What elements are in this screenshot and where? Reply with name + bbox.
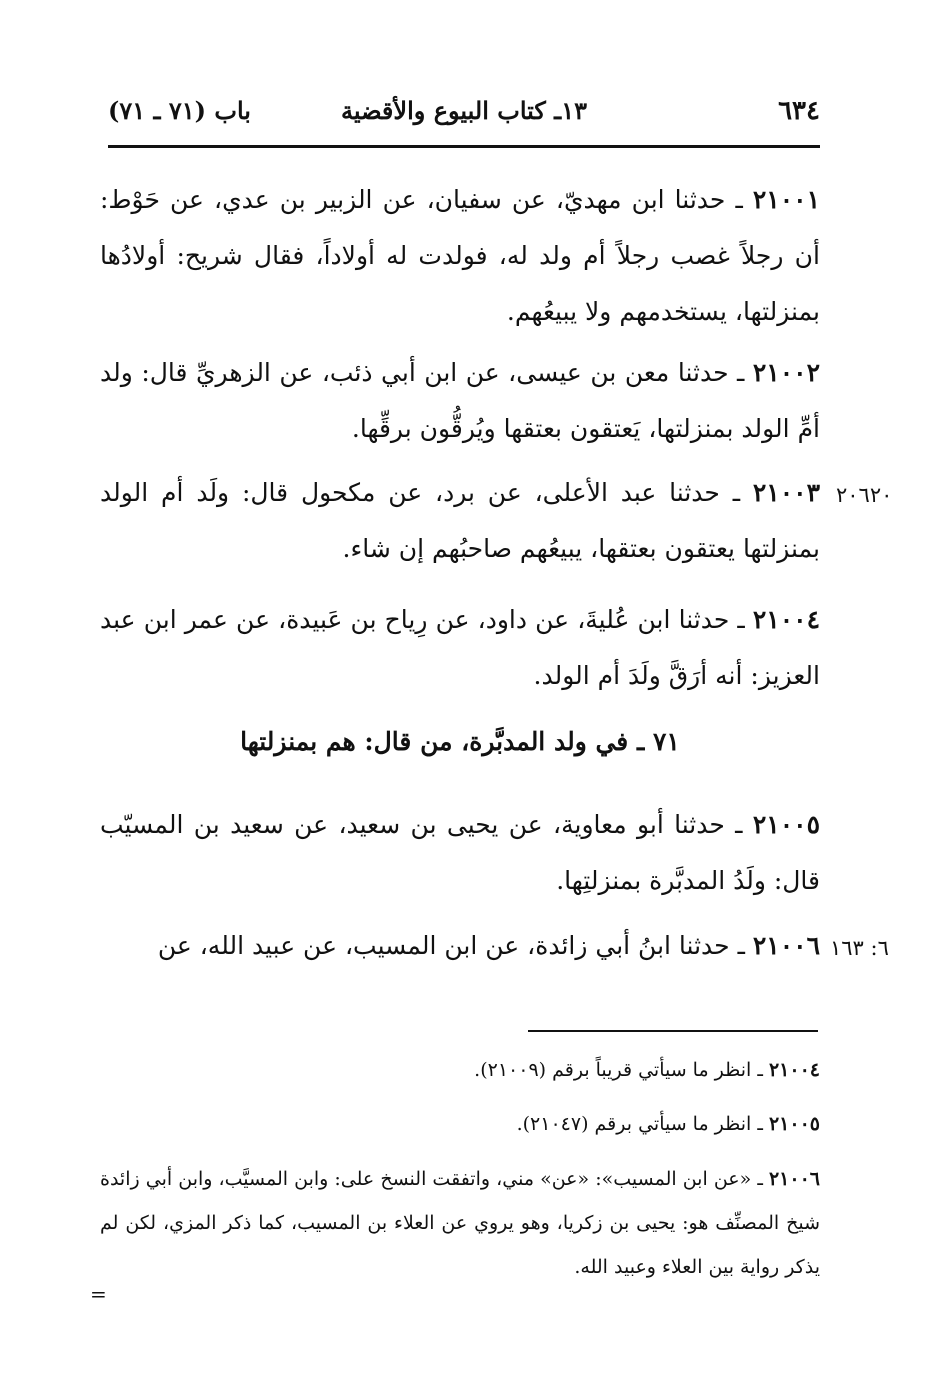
margin-reference: ٦: ١٦٣ bbox=[830, 936, 889, 960]
margin-reference: ٢٠٦٢٠ bbox=[836, 483, 893, 507]
footnote-divider bbox=[528, 1030, 818, 1032]
continuation-mark: = bbox=[90, 1282, 107, 1306]
hadith-number: ٢١٠٠٣ bbox=[752, 478, 820, 507]
section-title: ٧١ ـ في ولد المدبَّرة، من قال: هم بمنزلتها bbox=[240, 727, 680, 756]
footnote-number: ٢١٠٠٥ bbox=[768, 1113, 820, 1135]
hadith-number: ٢١٠٠١ bbox=[752, 185, 820, 214]
hadith-text: ـ حدثنا أبو معاوية، عن يحيى بن سعيد، عن سعيد بن المسيّب قال: ولَدُ المدبَّرة بمنزلتِها. bbox=[100, 810, 820, 895]
hadith-number: ٢١٠٠٥ bbox=[752, 810, 820, 839]
hadith-number: ٢١٠٠٤ bbox=[752, 605, 820, 634]
footnote-text: ـ انظر ما سيأتي قريباً برقم (٢١٠٠٩). bbox=[474, 1059, 769, 1081]
hadith-text: ـ حدثنا معن بن عيسى، عن ابن أبي ذئب، عن الزهريِّ قال: ولد أمِّ الولد بمنزلتها، يَعتقون بعتقها ويُرقُّون برقِّها. bbox=[100, 358, 820, 443]
header-divider bbox=[108, 145, 820, 148]
hadith-text: ـ حدثنا ابنُ أبي زائدة، عن ابن المسيب، عن عبيد الله، عن bbox=[157, 931, 753, 960]
footnote bbox=[100, 1048, 820, 1092]
footnote-number: ٢١٠٠٦ bbox=[768, 1168, 820, 1190]
footnote bbox=[100, 1102, 820, 1146]
hadith-paragraph bbox=[100, 172, 820, 340]
page-number: ٦٣٤ bbox=[778, 96, 820, 126]
hadith-paragraph bbox=[100, 592, 820, 704]
hadith-text: ـ حدثنا ابن عُليةَ، عن داود، عن رِياح بن عَبيدة، عن عمر ابن عبد العزيز: أنه أرَقَّ ولَدَ أم الولد. bbox=[100, 605, 820, 690]
hadith-number: ٢١٠٠٢ bbox=[752, 358, 820, 387]
hadith-paragraph bbox=[100, 465, 820, 577]
chapter-reference: باب (٧١ ـ ٧١) bbox=[108, 96, 251, 125]
page-header bbox=[108, 92, 820, 132]
footnote bbox=[100, 1157, 820, 1289]
hadith-number: ٢١٠٠٦ bbox=[752, 931, 820, 960]
hadith-paragraph bbox=[100, 345, 820, 457]
hadith-paragraph bbox=[100, 918, 820, 974]
hadith-paragraph bbox=[100, 797, 820, 909]
hadith-text: ـ حدثنا ابن مهديّ، عن سفيان، عن الزبير بن عدي، عن حَوْط: أن رجلاً غصب رجلاً أم ولد له، فولدت له أولاداً، فقال شريح: أولادُها بمنزلتها، يستخدمهم ولا يبيعُهم. bbox=[100, 185, 820, 326]
footnote-text: ـ «عن ابن المسيب»: «عن» مني، واتفقت النسخ على: وابن المسيَّب، وابن أبي زائدة شيخ المصنِّف هو: يحيى بن زكريا، وهو يروي عن العلاء بن المسيب، كما ذكر المزي، لكن لم يذكر رواية بين العلاء وعبيد الله. bbox=[100, 1168, 820, 1278]
hadith-text: ـ حدثنا عبد الأعلى، عن برد، عن مكحول قال: ولَد أم الولد بمنزلتها يعتقون بعتقها، يبيعُهم صاحبُهم إن شاء. bbox=[100, 478, 820, 563]
footnote-number: ٢١٠٠٤ bbox=[768, 1059, 820, 1081]
footnote-text: ـ انظر ما سيأتي برقم (٢١٠٤٧). bbox=[516, 1113, 769, 1135]
book-title: ١٣ـ كتاب البيوع والأقضية bbox=[341, 96, 587, 125]
